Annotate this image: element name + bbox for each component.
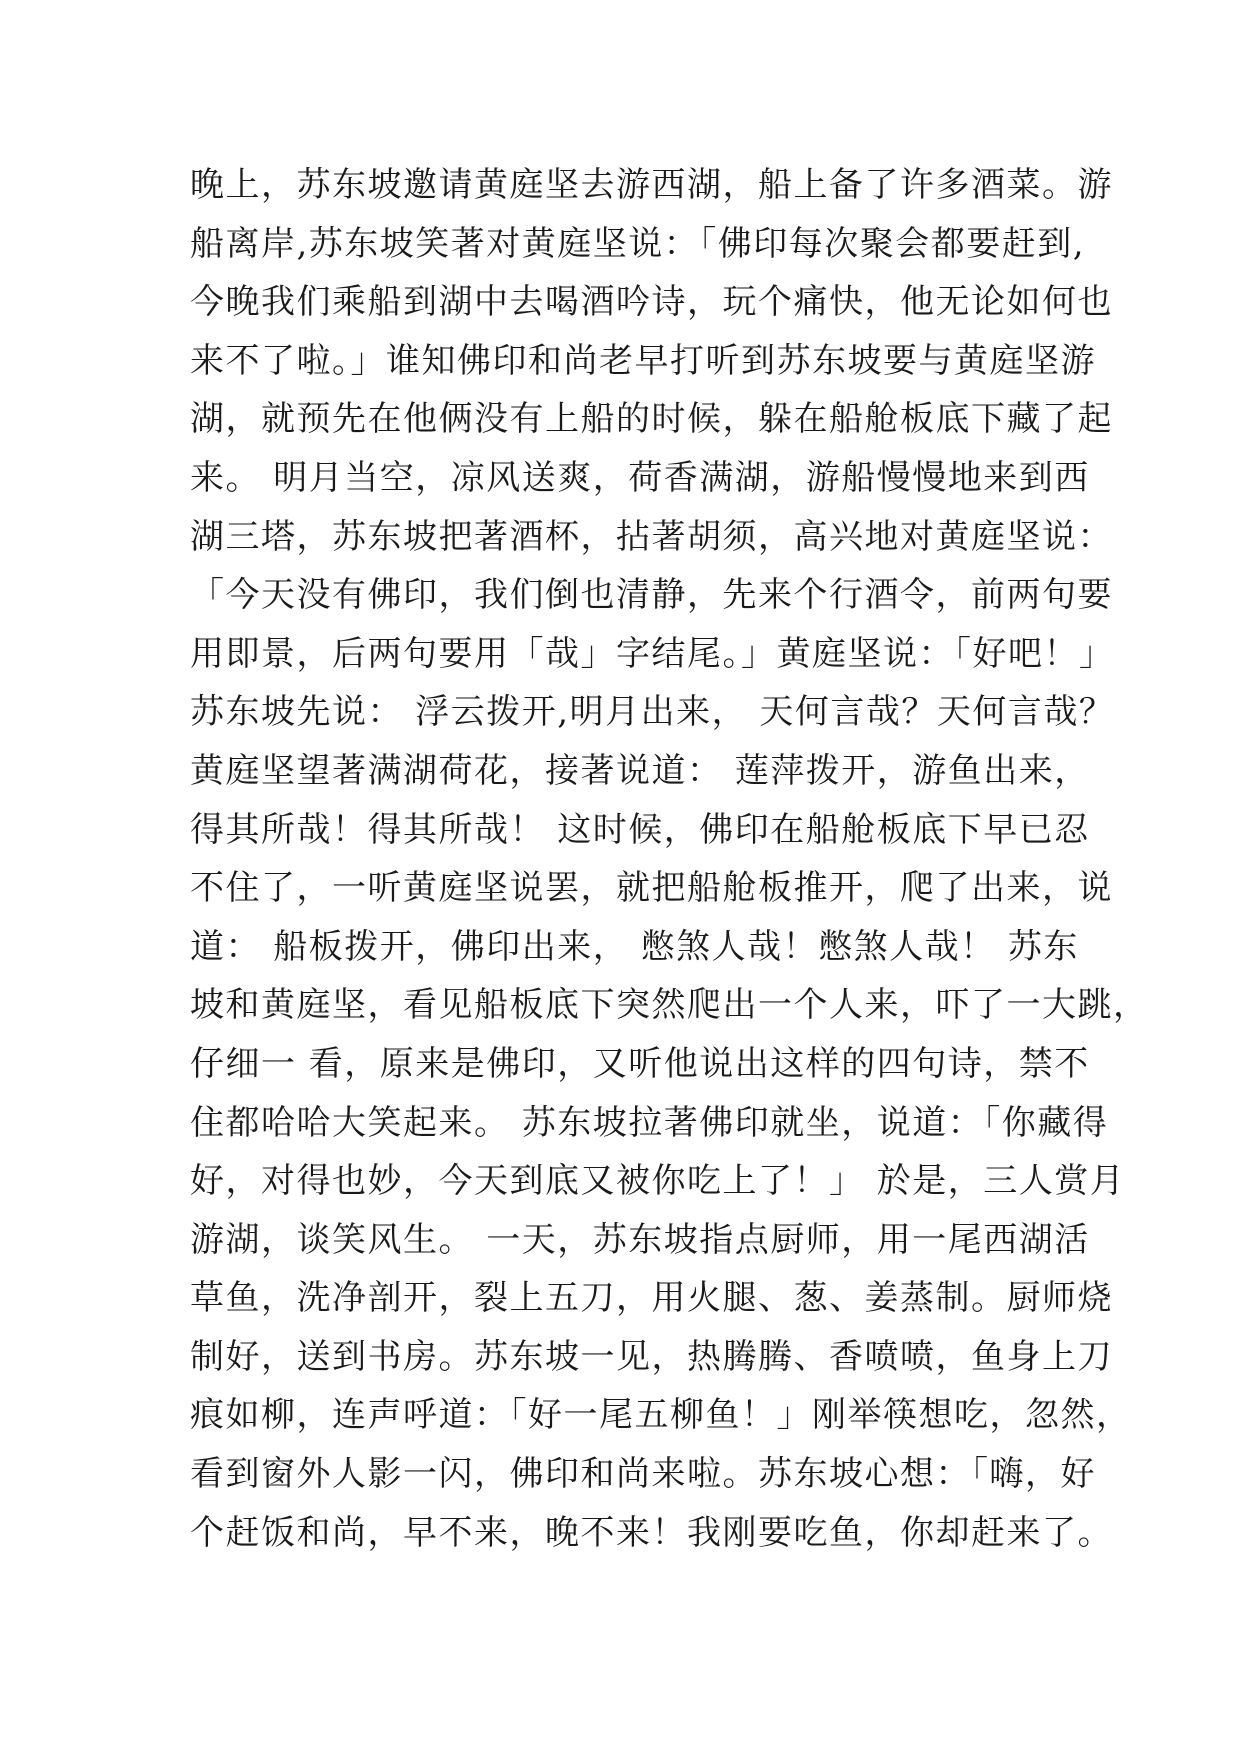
- text-line: 住都哈哈大笑起来。 苏东坡拉著佛印就坐，说道：「你藏得: [190, 1102, 1109, 1143]
- text-line: 来。 明月当空，凉风送爽，荷香满湖，游船慢慢地来到西: [190, 457, 1090, 498]
- text-line: 痕如柳，连声呼道：「好一尾五柳鱼！」刚举筷想吃，忽然，: [190, 1395, 1132, 1436]
- text-line: 游湖，谈笑风生。 一天，苏东坡指点厨师，用一尾西湖活: [190, 1219, 1090, 1260]
- text-line: 湖三塔，苏东坡把著酒杯，拈著胡须，高兴地对黄庭坚说：: [190, 516, 1113, 557]
- text-line: 看到窗外人影一闪，佛印和尚来啦。苏东坡心想：「嗨，好: [190, 1454, 1096, 1495]
- text-line: 仔细一 看，原来是佛印，又听他说出这样的四句诗，禁不: [190, 1043, 1090, 1084]
- text-line: 个赶饭和尚，早不来，晚不来！我刚要吃鱼，你却赶来了。: [190, 1512, 1113, 1553]
- text-line: 船离岸,苏东坡笑著对黄庭坚说：「佛印每次聚会都要赶到,: [190, 223, 1086, 264]
- text-line: 今晚我们乘船到湖中去喝酒吟诗，玩个痛快，他无论如何也: [190, 282, 1113, 323]
- text-line: 苏东坡先说： 浮云拨开,明月出来， 天何言哉？天何言哉？: [190, 692, 1115, 733]
- text-line: 晚上，苏东坡邀请黄庭坚去游西湖，船上备了许多酒菜。游: [190, 165, 1113, 205]
- text-line: 得其所哉！得其所哉！ 这时候，佛印在船舱板底下早已忍: [190, 809, 1090, 850]
- text-line: 草鱼，洗净剖开，裂上五刀，用火腿、葱、姜蒸制。厨师烧: [190, 1278, 1113, 1319]
- text-line: 制好，送到书房。苏东坡一见，热腾腾、香喷喷，鱼身上刀: [190, 1336, 1113, 1377]
- text-line: 来不了啦。」谁知佛印和尚老早打听到苏东坡要与黄庭坚游: [190, 340, 1096, 381]
- text-line: 用即景，后两句要用「哉」字结尾。」黄庭坚说：「好吧！」: [190, 633, 1115, 674]
- body-text: [190, 156, 1149, 1562]
- text-line: 黄庭坚望著满湖荷花，接著说道： 莲萍拨开，游鱼出来，: [190, 750, 1090, 791]
- text-line: 坡和黄庭坚，看见船板底下突然爬出一个人来，吓了一大跳，: [190, 985, 1149, 1026]
- text-line: 不住了，一听黄庭坚说罢，就把船舱板推开，爬了出来，说: [190, 868, 1113, 909]
- text-line: 湖，就预先在他俩没有上船的时候，躲在船舱板底下藏了起: [190, 399, 1113, 440]
- text-line: 好，对得也妙，今天到底又被你吃上了！」 於是，三人赏月: [190, 1161, 1126, 1202]
- text-line: 道： 船板拨开，佛印出来， 憋煞人哉！憋煞人哉！ 苏东: [190, 926, 1079, 967]
- text-line: 「今天没有佛印，我们倒也清静，先来个行酒令，前两句要: [190, 575, 1113, 616]
